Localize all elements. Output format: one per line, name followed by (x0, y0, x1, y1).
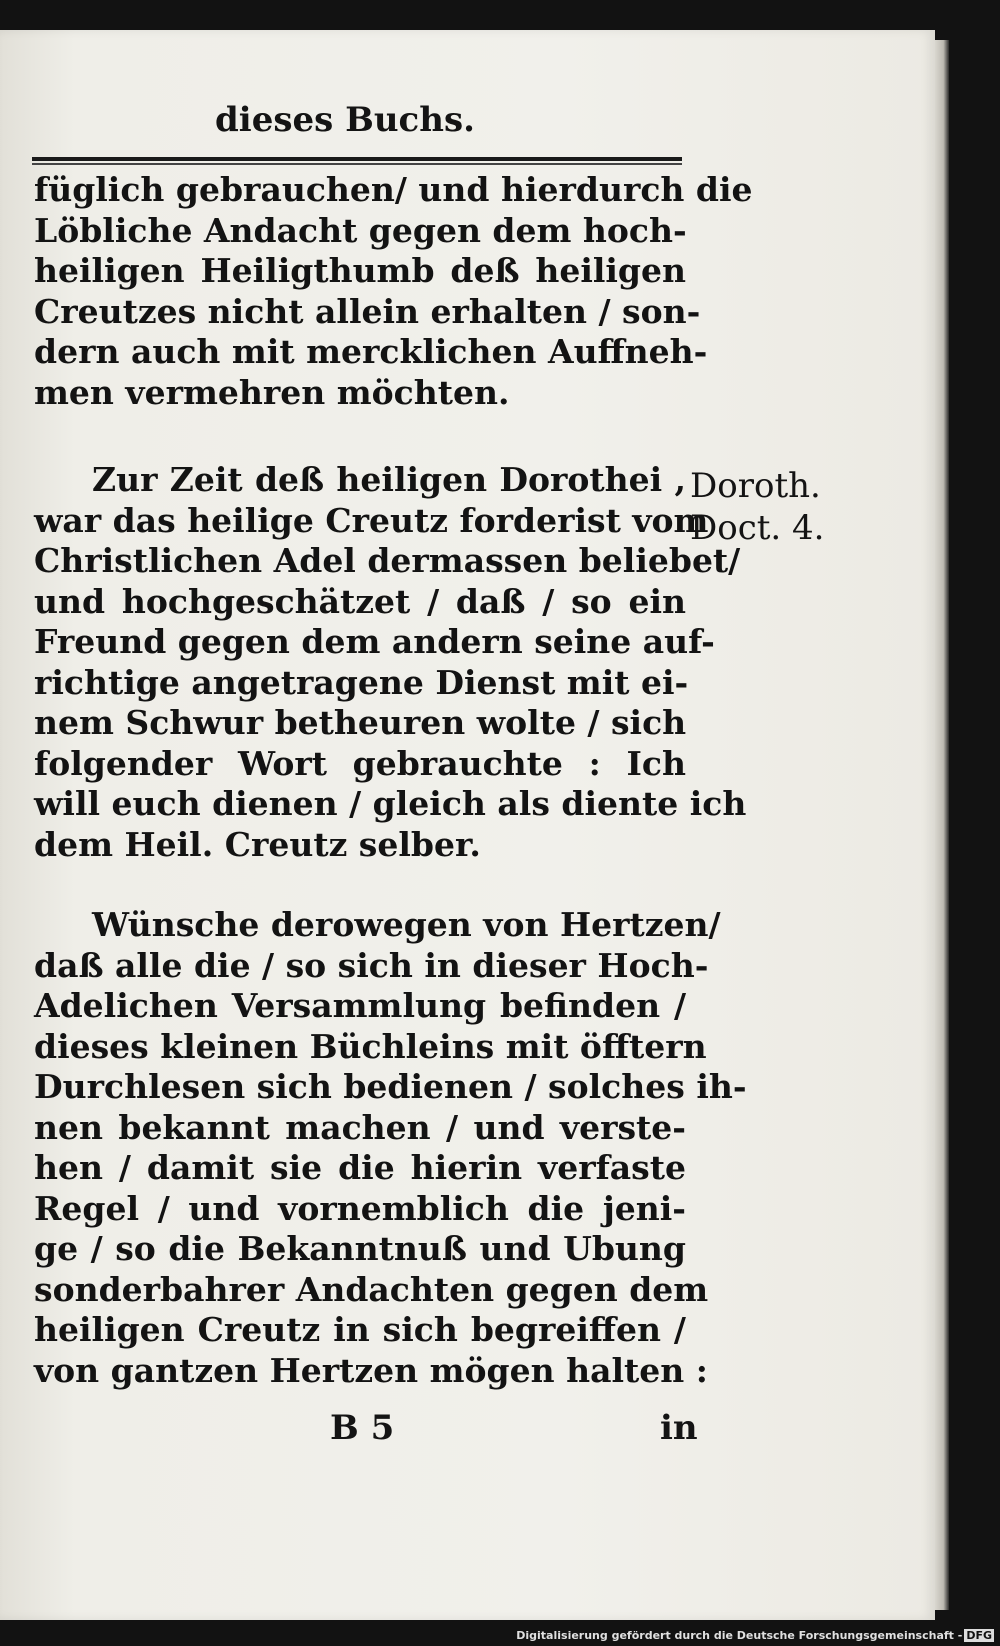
paragraph-3 (34, 905, 747, 1391)
digitization-credit (516, 1629, 994, 1642)
text-line: ge / so die Bekanntnuß und Ubung (34, 1229, 686, 1268)
text-line: dieses kleinen Büchleins mit öfftern (34, 1026, 707, 1066)
text-line: Löbliche Andacht gegen dem hoch- (34, 210, 687, 250)
text-line: richtige angetragene Dienst mit ei- (34, 662, 689, 702)
text-line: dem Heil. Creutz selber. (34, 824, 481, 864)
text-line: sonderbahrer Andachten gegen dem (34, 1269, 709, 1309)
text-line: will euch dienen / gleich als diente ich (34, 784, 747, 823)
text-line: Wünsche derowegen von Hertzen/ (92, 905, 721, 944)
credit-text: Digitalisierung gefördert durch die Deutsche Forschungsgemeinschaft - (516, 1629, 963, 1642)
text-line: men vermehren möchten. (34, 372, 510, 412)
text-line: folgender Wort gebrauchte : Ich (34, 743, 686, 783)
text-line: Regel / und vornemblich die jeni- (34, 1188, 686, 1228)
text-line: Zur Zeit deß heiligen Dorothei , (92, 460, 686, 499)
paragraph-1 (34, 170, 753, 413)
text-line: nen bekannt machen / und verste- (34, 1107, 686, 1147)
text-line: nem Schwur betheuren wolte / sich (34, 703, 687, 742)
text-line: heiligen Heiligthumb deß heiligen (34, 251, 686, 290)
text-line: Freund gegen dem andern seine auf- (34, 622, 715, 661)
margin-note-1: Doroth. (690, 466, 821, 506)
text-line: füglich gebrauchen/ und hierdurch die (34, 170, 753, 209)
dfg-logo: DFG (966, 1629, 992, 1642)
text-line: Durchlesen sich bedienen / solches ih- (34, 1067, 747, 1106)
text-line: Christlichen Adel dermassen beliebet/ (34, 541, 741, 580)
signature-mark: B 5 (330, 1408, 395, 1448)
text-line: dern auch mit mercklichen Auffneh- (34, 332, 708, 371)
paragraph-2 (34, 460, 747, 865)
header-rule-thin (32, 163, 682, 165)
margin-note-2: Doct. 4. (690, 508, 825, 548)
catchword: in (660, 1408, 698, 1448)
running-head: dieses Buchs. (215, 100, 475, 140)
text-line: und hochgeschätzet / daß / so ein (34, 581, 686, 621)
text-line: von gantzen Hertzen mögen halten : (34, 1350, 708, 1390)
header-rule (32, 157, 682, 161)
text-line: war das heilige Creutz forderist vom (34, 500, 709, 540)
text-line: Adelichen Versammlung befinden / (34, 986, 686, 1025)
page-edge (935, 40, 949, 1610)
text-line: heiligen Creutz in sich begreiffen / (34, 1310, 686, 1349)
text-line: daß alle die / so sich in dieser Hoch- (34, 945, 709, 985)
text-line: Creutzes nicht allein erhalten / son- (34, 291, 701, 331)
text-line: hen / damit sie die hierin verfaste (34, 1148, 686, 1187)
